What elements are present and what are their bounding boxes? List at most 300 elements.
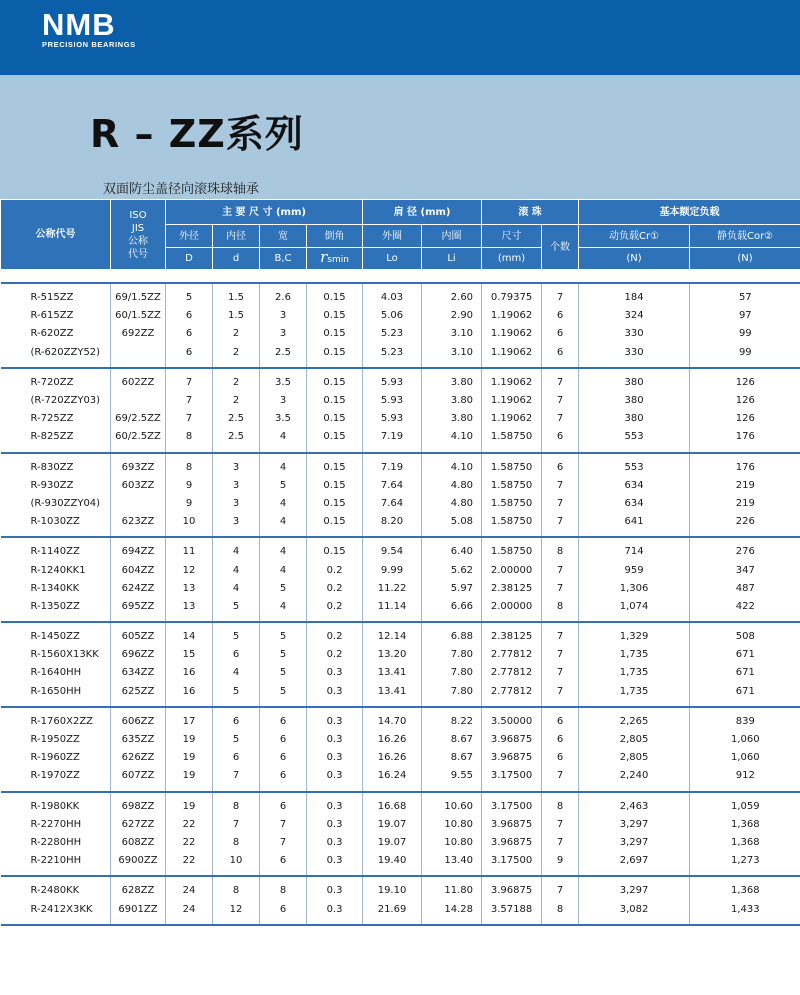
cell-code: R-615ZZ — [30, 310, 74, 322]
cell-iso: 60/1.5ZZ — [111, 307, 166, 325]
cell-code: R-720ZZ — [30, 376, 74, 388]
cell-code: R-1970ZZ — [1, 767, 111, 791]
cell-chamfer: 0.3 — [307, 683, 363, 707]
cell-ball-size: 2.00000 — [482, 598, 542, 622]
cell-ball-count: 7 — [542, 580, 579, 598]
cell-ball-count: 8 — [542, 598, 579, 622]
cell-static-load: 219 — [690, 495, 800, 513]
cell-code: R-1350ZZ — [1, 598, 111, 622]
cell-ball-size: 3.57188 — [482, 900, 542, 924]
cell-ball-count: 7 — [542, 876, 579, 900]
cell-outer-ring: 5.23 — [363, 325, 422, 343]
table-row — [1, 513, 800, 537]
cell-dyn-load: 3,297 — [579, 816, 690, 834]
cell-iso: 6900ZZ — [111, 852, 166, 876]
cell-outer-d: 8 — [166, 428, 213, 452]
header-inner-d-sym: d — [213, 248, 260, 270]
cell-inner-ring: 4.10 — [422, 428, 482, 452]
cell-chamfer: 0.3 — [307, 852, 363, 876]
cell-outer-ring: 5.06 — [363, 307, 422, 325]
cell-inner-d: 12 — [213, 900, 260, 924]
cell-code: R-1340KK — [30, 582, 80, 594]
page-title: R – ZZ系列 — [90, 112, 304, 156]
cell-outer-ring: 11.22 — [363, 580, 422, 598]
table-row — [1, 428, 800, 452]
cell-outer-d: 9 — [166, 495, 213, 513]
cell-width: 5 — [260, 622, 307, 646]
table-row — [1, 580, 800, 598]
cell-outer-d: 7 — [166, 392, 213, 410]
cell-inner-ring: 10.80 — [422, 834, 482, 852]
cell-outer-d: 19 — [166, 767, 213, 791]
cell-iso: 69/2.5ZZ — [111, 410, 166, 428]
cell-outer-ring: 13.41 — [363, 683, 422, 707]
cell-width: 5 — [260, 477, 307, 495]
cell-width: 6 — [260, 767, 307, 791]
cell-static-load: 1,368 — [690, 876, 800, 900]
header-chamfer: 倒角 — [307, 225, 363, 248]
cell-inner-d: 10 — [213, 852, 260, 876]
cell-inner-d: 4 — [213, 561, 260, 579]
cell-inner-ring: 9.55 — [422, 767, 482, 791]
cell-chamfer: 0.15 — [307, 537, 363, 561]
cell-dyn-load: 324 — [579, 307, 690, 325]
cell-ball-size: 2.38125 — [482, 580, 542, 598]
cell-code: R-1980KK — [30, 800, 80, 812]
cell-inner-ring: 7.80 — [422, 683, 482, 707]
cell-outer-ring: 5.93 — [363, 392, 422, 410]
cell-ball-size: 2.38125 — [482, 622, 542, 646]
table-row — [1, 683, 800, 707]
cell-ball-size: 3.96875 — [482, 834, 542, 852]
table-row — [1, 622, 800, 646]
cell-ball-count: 7 — [542, 816, 579, 834]
cell-static-load: 839 — [690, 707, 800, 731]
cell-ball-count: 8 — [542, 537, 579, 561]
cell-ball-count: 6 — [542, 749, 579, 767]
cell-static-load: 347 — [690, 561, 800, 579]
cell-width: 4 — [260, 537, 307, 561]
cell-iso: 69/1.5ZZ — [111, 283, 166, 307]
cell-inner-d: 5 — [213, 622, 260, 646]
cell-inner-ring: 6.40 — [422, 537, 482, 561]
table-row — [1, 561, 800, 579]
table-row — [1, 410, 800, 428]
cell-ball-count: 7 — [542, 664, 579, 682]
cell-ball-size: 1.58750 — [482, 495, 542, 513]
cell-code: R-1030ZZ — [1, 513, 111, 537]
table-row — [1, 344, 800, 368]
table-row — [1, 453, 800, 477]
header-jis: JIS — [131, 222, 145, 234]
cell-code: R-930ZZ — [30, 479, 74, 491]
cell-chamfer: 0.15 — [307, 477, 363, 495]
cell-iso — [111, 344, 166, 368]
cell-width: 7 — [260, 834, 307, 852]
cell-code: (R-720ZZY03) — [30, 395, 101, 407]
cell-chamfer: 0.15 — [307, 368, 363, 392]
cell-outer-ring: 16.24 — [363, 767, 422, 791]
table-row — [1, 495, 800, 513]
cell-outer-d: 24 — [166, 876, 213, 900]
cell-width: 6 — [260, 900, 307, 924]
cell-ball-size: 3.96875 — [482, 731, 542, 749]
cell-outer-ring: 7.19 — [363, 453, 422, 477]
cell-iso — [111, 392, 166, 410]
header-width: 宽 — [260, 225, 307, 248]
cell-inner-d: 1.5 — [213, 307, 260, 325]
cell-ball-count: 7 — [542, 495, 579, 513]
cell-chamfer: 0.3 — [307, 876, 363, 900]
cell-ball-count: 7 — [542, 767, 579, 791]
cell-iso: 605ZZ — [111, 622, 166, 646]
cell-ball-size: 1.58750 — [482, 477, 542, 495]
cell-code: R-2412X3KK — [1, 900, 111, 924]
cell-outer-ring: 9.99 — [363, 561, 422, 579]
cell-static-load: 99 — [690, 325, 800, 343]
cell-dyn-load: 714 — [579, 537, 690, 561]
cell-inner-ring: 11.80 — [422, 876, 482, 900]
cell-inner-ring: 5.08 — [422, 513, 482, 537]
cell-ball-count: 6 — [542, 453, 579, 477]
cell-dyn-load: 2,697 — [579, 852, 690, 876]
cell-outer-d: 8 — [166, 453, 213, 477]
cell-inner-d: 7 — [213, 816, 260, 834]
cell-inner-ring: 7.80 — [422, 646, 482, 664]
cell-width: 2.6 — [260, 283, 307, 307]
cell-ball-count: 8 — [542, 900, 579, 924]
cell-ball-size: 2.77812 — [482, 664, 542, 682]
cell-inner-d: 3 — [213, 453, 260, 477]
cell-inner-d: 3 — [213, 477, 260, 495]
cell-outer-ring: 9.54 — [363, 537, 422, 561]
cell-outer-ring: 13.41 — [363, 664, 422, 682]
cell-chamfer: 0.3 — [307, 900, 363, 924]
cell-static-load: 99 — [690, 344, 800, 368]
table-row — [1, 767, 800, 791]
cell-iso: 628ZZ — [111, 876, 166, 900]
cell-outer-ring: 7.64 — [363, 477, 422, 495]
cell-dyn-load: 3,082 — [579, 900, 690, 924]
cell-inner-d: 3 — [213, 495, 260, 513]
cell-width: 4 — [260, 561, 307, 579]
cell-inner-d: 5 — [213, 731, 260, 749]
cell-outer-ring: 5.93 — [363, 410, 422, 428]
cell-ball-size: 1.58750 — [482, 453, 542, 477]
cell-chamfer: 0.15 — [307, 410, 363, 428]
cell-chamfer: 0.15 — [307, 325, 363, 343]
cell-ball-count: 7 — [542, 513, 579, 537]
cell-dyn-load: 1,074 — [579, 598, 690, 622]
cell-ball-count: 7 — [542, 283, 579, 307]
cell-outer-ring: 21.69 — [363, 900, 422, 924]
header-dyn-unit: (N) — [579, 248, 690, 270]
cell-outer-ring: 16.26 — [363, 731, 422, 749]
cell-ball-count: 7 — [542, 368, 579, 392]
cell-outer-ring: 19.40 — [363, 852, 422, 876]
table-body — [1, 270, 800, 925]
header-iso-code2: 代号 — [128, 248, 148, 260]
cell-inner-d: 8 — [213, 834, 260, 852]
cell-iso: 604ZZ — [111, 561, 166, 579]
cell-outer-d: 7 — [166, 368, 213, 392]
cell-ball-size: 1.19062 — [482, 392, 542, 410]
cell-static-load: 671 — [690, 646, 800, 664]
cell-static-load: 176 — [690, 453, 800, 477]
cell-inner-d: 1.5 — [213, 283, 260, 307]
table-row — [1, 477, 800, 495]
cell-inner-d: 2.5 — [213, 428, 260, 452]
cell-iso: 606ZZ — [111, 707, 166, 731]
cell-outer-ring: 16.68 — [363, 792, 422, 816]
cell-code: R-2270HH — [30, 818, 82, 830]
cell-ball-count: 7 — [542, 683, 579, 707]
cell-outer-ring: 16.26 — [363, 749, 422, 767]
cell-inner-ring: 14.28 — [422, 900, 482, 924]
cell-width: 3 — [260, 325, 307, 343]
table-row — [1, 537, 800, 561]
cell-outer-d: 10 — [166, 513, 213, 537]
cell-width: 6 — [260, 852, 307, 876]
cell-width: 4 — [260, 513, 307, 537]
cell-static-load: 126 — [690, 410, 800, 428]
cell-ball-count: 7 — [542, 477, 579, 495]
header-load: 基本额定负载 — [579, 200, 800, 225]
table-row — [1, 283, 800, 307]
header-chamfer-sym — [307, 248, 363, 270]
cell-code: R-2280HH — [30, 836, 82, 848]
cell-chamfer: 0.2 — [307, 561, 363, 579]
cell-inner-d: 4 — [213, 537, 260, 561]
table-row — [1, 307, 800, 325]
cell-outer-d: 13 — [166, 598, 213, 622]
table-row — [1, 325, 800, 343]
cell-code: R-830ZZ — [30, 461, 74, 473]
cell-dyn-load: 641 — [579, 513, 690, 537]
cell-outer-d: 13 — [166, 580, 213, 598]
cell-static-load: 1,060 — [690, 731, 800, 749]
cell-outer-d: 6 — [166, 344, 213, 368]
cell-inner-ring: 2.60 — [422, 283, 482, 307]
table-row — [1, 707, 800, 731]
cell-chamfer: 0.15 — [307, 495, 363, 513]
cell-static-load: 508 — [690, 622, 800, 646]
cell-inner-d: 3 — [213, 513, 260, 537]
header-iso-jis — [111, 200, 166, 270]
cell-code: R-825ZZ — [1, 428, 111, 452]
cell-iso: 625ZZ — [111, 683, 166, 707]
cell-static-load: 1,368 — [690, 816, 800, 834]
bearing-spec-table — [0, 199, 800, 926]
cell-dyn-load: 2,463 — [579, 792, 690, 816]
cell-ball-size: 1.58750 — [482, 513, 542, 537]
cell-iso: 607ZZ — [111, 767, 166, 791]
cell-iso: 692ZZ — [111, 325, 166, 343]
cell-ball-size: 2.77812 — [482, 646, 542, 664]
cell-inner-ring: 7.80 — [422, 664, 482, 682]
cell-dyn-load: 634 — [579, 495, 690, 513]
cell-outer-ring: 19.10 — [363, 876, 422, 900]
cell-ball-size: 3.96875 — [482, 816, 542, 834]
cell-code: R-2480KK — [30, 885, 80, 897]
cell-static-load: 219 — [690, 477, 800, 495]
cell-outer-d: 14 — [166, 622, 213, 646]
cell-chamfer: 0.15 — [307, 283, 363, 307]
header-iso: ISO — [129, 209, 147, 221]
cell-code: (R-930ZZY04) — [30, 497, 101, 509]
cell-iso: 602ZZ — [111, 368, 166, 392]
cell-dyn-load: 184 — [579, 283, 690, 307]
cell-chamfer: 0.15 — [307, 307, 363, 325]
cell-chamfer: 0.15 — [307, 513, 363, 537]
table-row — [1, 852, 800, 876]
cell-inner-d: 6 — [213, 749, 260, 767]
cell-width: 6 — [260, 707, 307, 731]
cell-width: 2.5 — [260, 344, 307, 368]
table-row — [1, 664, 800, 682]
cell-code: R-1450ZZ — [30, 631, 80, 643]
cell-width: 4 — [260, 495, 307, 513]
cell-iso: 623ZZ — [111, 513, 166, 537]
table-row — [1, 792, 800, 816]
cell-chamfer: 0.3 — [307, 834, 363, 852]
cell-width: 3 — [260, 307, 307, 325]
cell-static-load: 226 — [690, 513, 800, 537]
table-row — [1, 876, 800, 900]
cell-outer-ring: 13.20 — [363, 646, 422, 664]
cell-static-load: 912 — [690, 767, 800, 791]
chamfer-symbol: r — [320, 247, 328, 266]
cell-iso: 634ZZ — [111, 664, 166, 682]
cell-outer-d: 19 — [166, 749, 213, 767]
cell-inner-d: 4 — [213, 580, 260, 598]
cell-ball-count: 7 — [542, 392, 579, 410]
cell-inner-ring: 4.80 — [422, 495, 482, 513]
cell-outer-ring: 5.23 — [363, 344, 422, 368]
cell-inner-d: 5 — [213, 683, 260, 707]
cell-chamfer: 0.15 — [307, 428, 363, 452]
cell-inner-ring: 5.97 — [422, 580, 482, 598]
cell-dyn-load: 380 — [579, 410, 690, 428]
cell-dyn-load: 2,240 — [579, 767, 690, 791]
cell-inner-d: 2.5 — [213, 410, 260, 428]
header-code: 公称代号 — [1, 200, 111, 270]
cell-ball-size: 1.19062 — [482, 410, 542, 428]
table-header — [1, 200, 800, 270]
cell-outer-d: 11 — [166, 537, 213, 561]
header-static-unit: (N) — [690, 248, 800, 270]
nmb-logo — [42, 7, 136, 49]
cell-inner-ring: 6.66 — [422, 598, 482, 622]
cell-outer-d: 7 — [166, 410, 213, 428]
cell-static-load: 126 — [690, 368, 800, 392]
cell-dyn-load: 1,735 — [579, 683, 690, 707]
cell-chamfer: 0.15 — [307, 453, 363, 477]
cell-ball-count: 7 — [542, 622, 579, 646]
cell-iso: 608ZZ — [111, 834, 166, 852]
header-outer-d: 外径 — [166, 225, 213, 248]
cell-outer-d: 9 — [166, 477, 213, 495]
cell-inner-ring: 5.62 — [422, 561, 482, 579]
header-dyn-load: 动负载Cr① — [579, 225, 690, 248]
cell-width: 6 — [260, 731, 307, 749]
cell-iso: 60/2.5ZZ — [111, 428, 166, 452]
cell-outer-ring: 19.07 — [363, 816, 422, 834]
cell-inner-ring: 8.67 — [422, 731, 482, 749]
cell-width: 4 — [260, 453, 307, 477]
header-ball-count: 个数 — [542, 225, 579, 270]
cell-dyn-load: 1,306 — [579, 580, 690, 598]
cell-dyn-load: 553 — [579, 428, 690, 452]
cell-inner-d: 2 — [213, 392, 260, 410]
cell-ball-count: 6 — [542, 344, 579, 368]
cell-chamfer: 0.3 — [307, 767, 363, 791]
cell-ball-count: 6 — [542, 428, 579, 452]
header-shoulder: 肩 径 (mm) — [363, 200, 482, 225]
cell-outer-d: 6 — [166, 307, 213, 325]
cell-outer-ring: 14.70 — [363, 707, 422, 731]
cell-chamfer: 0.3 — [307, 731, 363, 749]
cell-ball-count: 7 — [542, 834, 579, 852]
cell-outer-ring: 8.20 — [363, 513, 422, 537]
header-inner-ring: 内圈 — [422, 225, 482, 248]
header-outer-ring: 外圈 — [363, 225, 422, 248]
cell-outer-d: 24 — [166, 900, 213, 924]
table-spacer-row — [1, 270, 800, 284]
cell-width: 7 — [260, 816, 307, 834]
header-outer-d-sym: D — [166, 248, 213, 270]
cell-chamfer: 0.15 — [307, 392, 363, 410]
cell-ball-size: 1.19062 — [482, 368, 542, 392]
table-row — [1, 646, 800, 664]
cell-ball-count: 7 — [542, 646, 579, 664]
cell-ball-size: 3.96875 — [482, 749, 542, 767]
table-row — [1, 731, 800, 749]
cell-ball-size: 3.17500 — [482, 852, 542, 876]
cell-inner-d: 6 — [213, 646, 260, 664]
cell-static-load: 57 — [690, 283, 800, 307]
header-outer-ring-sym: Lo — [363, 248, 422, 270]
cell-chamfer: 0.15 — [307, 344, 363, 368]
cell-inner-ring: 8.22 — [422, 707, 482, 731]
cell-code: (R-620ZZY52) — [1, 344, 111, 368]
cell-inner-ring: 3.10 — [422, 344, 482, 368]
page-subtitle: 双面防尘盖径向滚珠球轴承 — [103, 182, 260, 197]
cell-code: R-1560X13KK — [30, 649, 99, 661]
cell-iso: 698ZZ — [111, 792, 166, 816]
cell-inner-d: 4 — [213, 664, 260, 682]
cell-dyn-load: 2,805 — [579, 749, 690, 767]
cell-inner-ring: 3.80 — [422, 392, 482, 410]
cell-width: 5 — [260, 646, 307, 664]
cell-outer-d: 17 — [166, 707, 213, 731]
header-ball: 滚 珠 — [482, 200, 579, 225]
title-banner — [0, 75, 800, 199]
cell-code: R-515ZZ — [30, 292, 74, 304]
cell-code: R-1960ZZ — [30, 752, 80, 764]
cell-dyn-load: 553 — [579, 453, 690, 477]
cell-width: 6 — [260, 749, 307, 767]
cell-outer-d: 12 — [166, 561, 213, 579]
cell-iso — [111, 495, 166, 513]
cell-ball-count: 9 — [542, 852, 579, 876]
cell-inner-ring: 4.80 — [422, 477, 482, 495]
cell-static-load: 487 — [690, 580, 800, 598]
cell-outer-ring: 7.19 — [363, 428, 422, 452]
cell-dyn-load: 3,297 — [579, 876, 690, 900]
cell-iso: 627ZZ — [111, 816, 166, 834]
cell-outer-ring: 5.93 — [363, 368, 422, 392]
